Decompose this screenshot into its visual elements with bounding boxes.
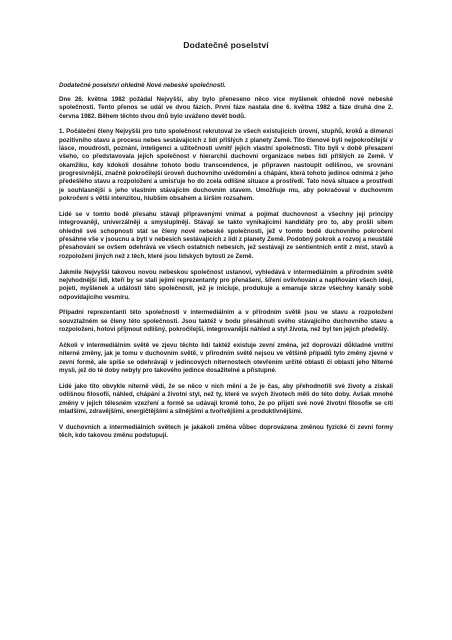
paragraph: 1. Počáteční členy Nejvyšší pro tuto společnost rekrutoval ze všech existujících úrovní, stupňů, kroků a dimenzí pozitivního stavu a procesu nebes sestávajících z lidí přišlých z planety Země. Tito členové byli nejpokročilejší v lásce, moudrosti, poznání, inteligenci a užitečnosti uvnitř jejich vlastní společnosti. Tito byli v době přesazení všeho, co představovala jejich společnost v hierarchii duchovní organizace nebes lidí přišlých ze Země. V okamžiku, kdy kdokoli dosáhne tohoto bodu transcendence, je připraven nastoupit odlišnou, ve srovnání progresivnější, značně pokročilejší úroveň duchovního uvědomění a chápání, která tohoto jedince odnímá z jeho předešlého stavu a rozpoložení a umisťuje ho do zcela odlišné situace a prostředí. Tato nová situace a prostředí je souhlasnější s jeho vlastním stávajícím duchovním stavem. Umožňuje mu, aby pokračoval v duchovním pokročení s větší intenzitou, hlubším obsahem a širším rozsahem. <box>59 128 393 203</box>
paragraph: V duchovních a intermediálních světech je jakákoli změna vůbec doprovázena změnou fyzické či zevní formy těch, kdo takovou změnu podstupují. <box>59 423 393 440</box>
document-body <box>59 82 393 448</box>
paragraph: Lidé jako tito obvykle niterně vědí, že se něco v nich mění a že je čas, aby přehodnotili své životy a získali odlišnou filosofii, náhled, chápání a životní styl, než ty, které ve svých životech měli do této doby. Avšak mnohé změny v jejich tělesném vzezření a formě se udávají kromě toho, že po přijetí své nové životní filosofie se cítí mladšími, zdravějšími, energičtějšími a silnějšími a tvořivějšími a produktivnějšími. <box>59 382 393 415</box>
paragraph: Případní reprezentanti této společnosti v intermediálním a v přírodním světě jsou ve stavu a rozpoložení souvztažném se členy této společnosti. Jsou taktéž v bodu přesáhnutí svého stávajícího duchovního stavu a rozpoložení, hotovi přijmout odlišný, pokročilejší, integrovanější náhled a styl života, než byl ten jejich předešlý. <box>59 309 393 334</box>
paragraph: Lidé se v tomto bodě přesahu stávají připravenými vnímat a pojímat duchovnost a všechny její principy integrovaněji, univerzálněji a smysluplněji. Stávají se takto vynikajícími kandidáty pro to, aby prošli sítem ohledně své schopnosti stát se členy nové nebeské společnosti, jež v tomto bodě duchovního pokročení přesáhne vše v jsoucnu a bytí v nebesích sestávajících z lidí z planety Země. Podobný pokrok a rozvoj a neustálé přesahování se ovšem odehrává ve všech ostatních nebesích, jež sestávají ze sentientních entit z míst, stavů a rozpoložení jiných než z těch, které jsou lidských bytostí ze Země. <box>59 210 393 260</box>
document-title: Dodatečné poselství <box>183 40 269 50</box>
paragraph: Dne 26. května 1982 požádal Nejvyšší, aby bylo přeneseno něco více myšlenek ohledně nové nebeské společnosti. Tento přenos se udál ve dvou fázích. První fáze nastala dne 6. května 1982 a fáze druhá dne 2. června 1982. Během těchto dvou dnů bylo uváženo devět bodů. <box>59 95 393 120</box>
paragraph: Jakmile Nejvyšší takovou novou nebeskou společnost ustanoví, vyhledává v intermediálním a přírodním světě nejvhodnější lidi, kteří by se stali jejími reprezentanty pro přenášení, šíření ovlivňování a naplňování všech idejí, pojetí, myšlenek a událostí této společnosti, jež je iniciuje, produkuje a emanuje skrze všechny kanály sobě odpovídajícího vesmíru. <box>59 268 393 301</box>
document-subtitle: Dodatečné poselství ohledně Nové nebeské společnosti. <box>59 82 226 89</box>
paragraph: Ačkoli v intermediálním světě ve zjevu těchto lidí taktéž existuje zevní změna, jež doprovází důkladné vnitřní niterné změny, jak je tomu v duchovním světě, v přírodním světě nejsou ve většině případů tyto změny zjevné v zevní formě, ale spíše se odehrávají v jedincových niternostech otevřením určité oblasti či oblastí jeho Niterné mysli, jež do té doby nebyly pro takového jedince dosažitelné a přístupné. <box>59 341 393 374</box>
